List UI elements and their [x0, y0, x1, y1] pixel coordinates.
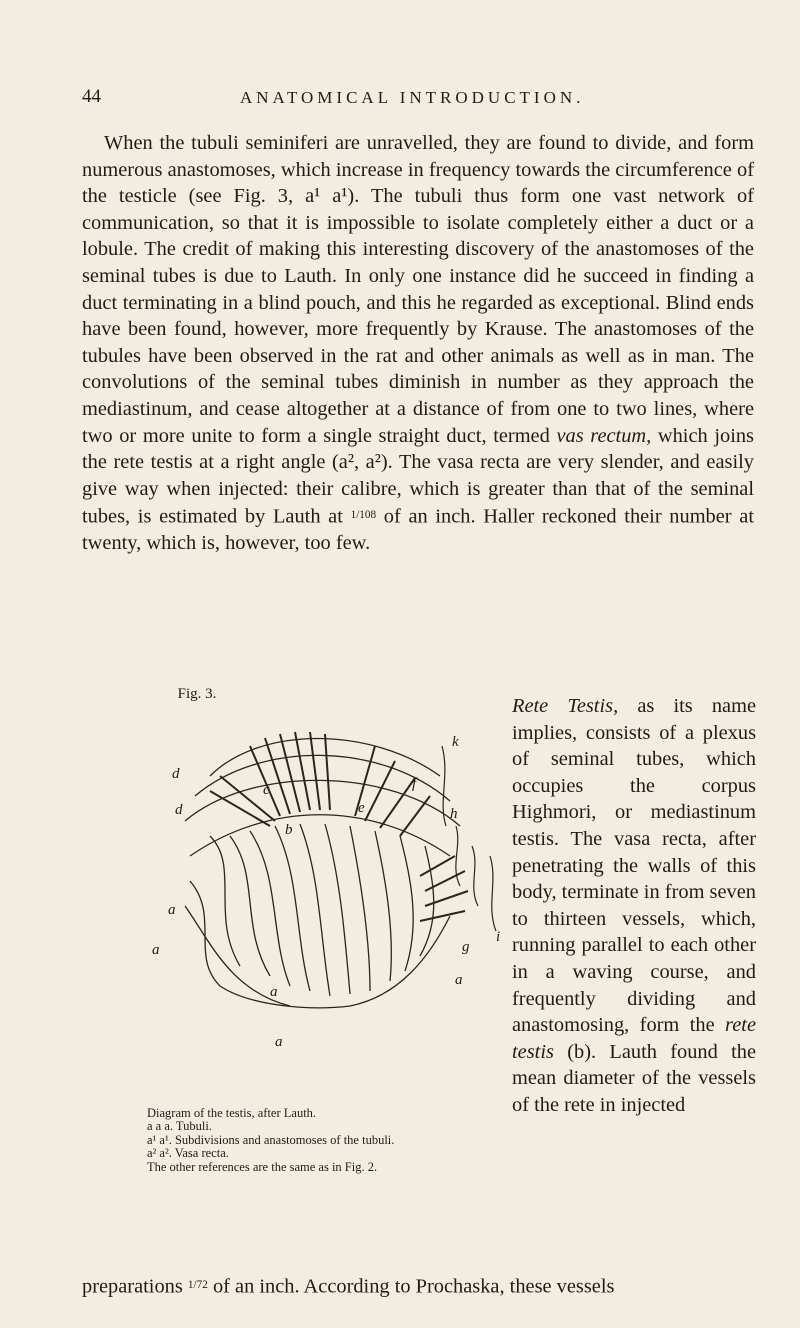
rete-lines — [442, 746, 496, 931]
diameter-fraction: 1/72 — [187, 1279, 208, 1291]
label-e: e — [358, 800, 365, 816]
caption-line: Diagram of the testis, after Lauth. — [147, 1106, 317, 1120]
paragraph-text-continued: (b). Lauth found the mean diameter of the vessels of the rete in injected — [512, 1040, 756, 1116]
main-paragraph — [82, 130, 754, 557]
label-a3: a — [270, 984, 278, 1000]
caption-line: a¹ a¹. Subdivisions and anastomoses of the tubuli. — [147, 1132, 395, 1147]
figure-labels — [152, 734, 500, 1050]
section-heading: Rete Testis, — [512, 695, 619, 717]
label-g: g — [462, 939, 470, 955]
figure-caption — [147, 1107, 467, 1174]
label-b: b — [285, 822, 293, 838]
label-a5: a — [275, 1034, 283, 1050]
caption-line: a² a². Vasa recta. — [147, 1146, 229, 1161]
calibre-fraction: 1/108 — [350, 509, 377, 522]
label-c: c — [263, 782, 270, 798]
paragraph-text: preparations — [82, 1275, 188, 1298]
paragraph-text-end: of an inch. According to Prochaska, these vessels — [207, 1275, 615, 1298]
caption-line: The other references are the same as in Fig. 2. — [147, 1159, 378, 1174]
caption-line: a a a. Tubuli. — [147, 1119, 212, 1134]
closing-line — [82, 1272, 754, 1300]
tubuli-lines — [185, 739, 460, 1008]
paragraph-text-end: of an inch. Haller reckoned their number at twenty, which is, however, too few. — [82, 505, 754, 555]
label-h: h — [450, 806, 458, 822]
figure-3 — [150, 686, 510, 1086]
label-d2: d — [175, 802, 183, 818]
page-header — [0, 86, 800, 112]
label-i: i — [496, 929, 501, 945]
paragraph-text-continued: which joins the rete testis at a right angle (a², a²). The vasa recta are very slender, and easily give way when injected: their calibre, which is greater than that of the seminal tubes, is estimated by Lauth at — [82, 424, 754, 528]
label-a1: a — [168, 902, 176, 918]
page-number: 44 — [82, 86, 101, 107]
vas-rectum-term: vas rectum, — [556, 424, 652, 447]
label-a2: a — [152, 942, 160, 958]
label-a4: a — [455, 972, 463, 988]
label-f: f — [412, 776, 417, 792]
label-k: k — [452, 734, 459, 750]
paragraph-text: When the tubuli seminiferi are unravelled, they are found to divide, and form numerous anastomoses, which increase in frequency towards the circumference of the testicle (see Fig. 3, a¹ a¹). The tubuli thus form one vast network of communication, so that it is impossible to isolate completely either a duct or a lobule. The credit of making this interesting discovery of the anastomoses of the seminal tubes is due to Lauth. In only one instance did he succeed in finding a duct terminating in a blind pouch, and this he regarded as exceptional. Blind ends have been found, however, more frequently by Krause. The anastomoses of the tubules have been observed in the rat and other animals as well as in man. The convolutions of the seminal tubes diminish in number as they approach the mediastinum, and cease altogether at a distance of from one to two lines, where two or more unite to form a single straight duct, termed — [82, 132, 754, 447]
figure-title: Fig. 3. — [177, 686, 217, 702]
running-title: ANATOMICAL INTRODUCTION. — [240, 88, 585, 107]
paragraph-text: as its name implies, consists of a plexus of seminal tubes, which occupies the corpus Highmori, or mediastinum testis. The vasa recta, after penetrating the walls of this body, terminate in from seven to thirteen vessels, which, running parallel to each other in a waving course, and frequently dividing and anastomosing, form the — [512, 695, 757, 1037]
label-d: d — [172, 766, 180, 782]
rete-testis-paragraph — [512, 693, 756, 1119]
rete-testis-term: rete testis — [512, 1014, 756, 1063]
testis-diagram — [150, 706, 510, 1086]
